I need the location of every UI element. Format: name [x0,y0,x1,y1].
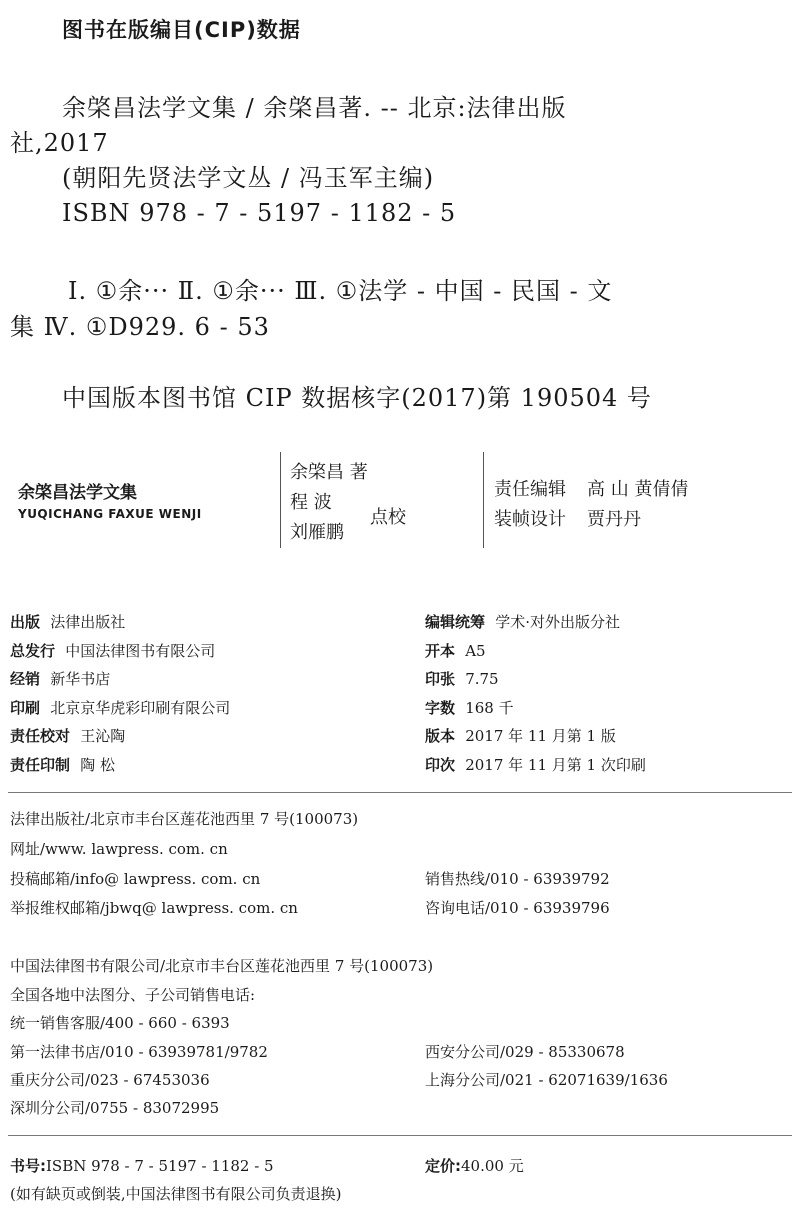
cip-record-number: 中国版本图书馆 CIP 数据核字(2017)第 190504 号 [62,384,652,412]
first-law-bookstore: 第一法律书店/010 - 63939781/9782 [10,1043,268,1061]
separator-2 [8,1135,792,1136]
publish-row: 责任印制 陶 松 [10,755,115,774]
editor-names: 高 山 黄倩倩 [587,479,689,500]
editor-label: 责任编辑 [494,479,566,500]
publish-row: 总发行 中国法律图书有限公司 [10,641,216,660]
publish-row: 编辑统筹 学术·对外出版分社 [425,613,620,631]
cip-title: 图书在版编目(CIP)数据 [62,18,301,42]
proofreader-1: 程 波 [290,492,332,513]
divider-right [483,452,484,548]
publish-row: 责任校对 王沁陶 [10,727,126,746]
cip-line-2: 社,2017 [10,129,109,157]
inquiry-phone: 咨询电话/010 - 63939796 [425,899,610,917]
publisher-address: 法律出版社/北京市丰台区莲花池西里 7 号(100073) [10,810,359,828]
publish-row: 印次 2017 年 11 月第 1 次印刷 [425,755,646,774]
publish-row: 印张 7.75 [425,670,499,689]
author-main: 余棨昌 著 [290,462,368,483]
branches-intro: 全国各地中法图分、子公司销售电话: [10,986,256,1004]
chongqing-branch: 重庆分公司/023 - 67453036 [10,1071,210,1089]
report-email: 举报维权邮箱/jbwq@ lawpress. com. cn [10,899,298,917]
distributor-address: 中国法律图书有限公司/北京市丰台区莲花池西里 7 号(100073) [10,957,434,975]
publish-row: 印刷 北京京华虎彩印刷有限公司 [10,698,231,717]
proofread-label: 点校 [370,507,406,528]
sales-hotline: 销售热线/010 - 63939792 [425,870,610,888]
cip-class-2: 集 Ⅳ. ①D929. 6 - 53 [10,313,270,341]
book-title-pinyin: YUQICHANG FAXUE WENJI [18,507,202,521]
book-title-cn: 余棨昌法学文集 [18,483,137,503]
cip-line-1: 余棨昌法学文集 / 余棨昌著. -- 北京:法律出版 [62,94,567,122]
proofreader-2: 刘雁鹏 [290,522,344,543]
cip-series: (朝阳先贤法学文丛 / 冯玉军主编) [62,164,435,192]
publish-left-column [10,608,230,780]
cip-isbn: ISBN 978 - 7 - 5197 - 1182 - 5 [62,199,457,227]
divider-left [280,452,281,548]
publish-row: 开本 A5 [425,641,486,660]
design-name: 贾丹丹 [587,509,641,530]
publish-right-column [425,608,646,780]
xian-branch: 西安分公司/029 - 85330678 [425,1043,625,1061]
submission-email: 投稿邮箱/info@ lawpress. com. cn [10,870,261,888]
separator-1 [8,792,792,793]
isbn-line: 书号:ISBN 978 - 7 - 5197 - 1182 - 5 [10,1157,274,1175]
design-label: 装帧设计 [494,509,566,530]
publish-row: 字数 168 千 [425,698,514,717]
cip-class-1: Ⅰ. ①余··· Ⅱ. ①余··· Ⅲ. ①法学 - 中国 - 民国 - 文 [68,277,613,305]
publish-row: 版本 2017 年 11 月第 1 版 [425,727,616,746]
publish-row: 出版 法律出版社 [10,613,126,631]
unified-service: 统一销售客服/400 - 660 - 6393 [10,1014,230,1032]
return-notice: (如有缺页或倒装,中国法律图书有限公司负责退换) [10,1185,342,1203]
publisher-website: 网址/www. lawpress. com. cn [10,840,228,858]
publish-row: 经销 新华书店 [10,670,111,689]
shenzhen-branch: 深圳分公司/0755 - 83072995 [10,1099,220,1117]
price-line: 定价:40.00 元 [425,1157,524,1175]
shanghai-branch: 上海分公司/021 - 62071639/1636 [425,1071,668,1089]
